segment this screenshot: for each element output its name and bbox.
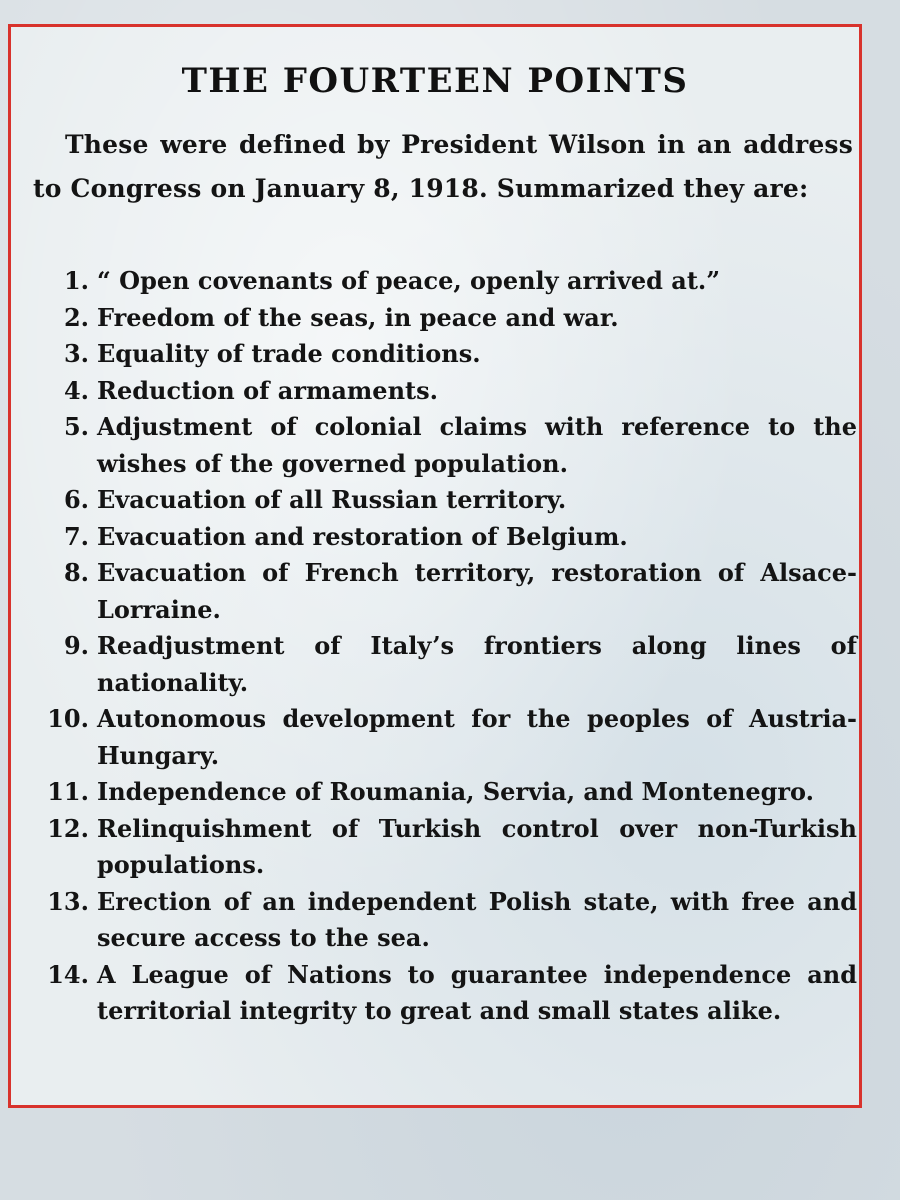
point-item-11 (31, 774, 857, 811)
point-number: 10. (47, 704, 89, 733)
point-number: 14. (47, 959, 89, 989)
point-item-8 (31, 555, 857, 628)
point-text: Relinquishment of Turkish control over non-Turkish populations. (97, 813, 857, 879)
point-text: Erection of an independent Polish state, with free and secure access to the sea. (97, 886, 857, 952)
point-text: Reduction of armaments. (97, 375, 438, 405)
intro-paragraph: These were defined by President Wilson in an address to Congress on January 8, 1918. Summarized they are: (33, 130, 853, 203)
point-item-2 (31, 300, 857, 337)
point-number: 1. (63, 266, 89, 295)
point-number: 9. (63, 631, 89, 660)
point-number: 12. (47, 813, 89, 843)
point-text: Evacuation of French territory, restoration of Alsace-Lorraine. (97, 558, 857, 624)
point-text: Evacuation of all Russian territory. (97, 485, 567, 514)
point-item-12 (31, 811, 857, 884)
point-number: 7. (63, 521, 89, 551)
point-text: Independence of Roumania, Servia, and Montenegro. (97, 777, 814, 806)
point-number: 6. (63, 485, 89, 514)
document-frame (8, 24, 862, 1108)
point-item-5 (31, 409, 857, 482)
point-item-4 (31, 373, 857, 410)
point-text: Adjustment of colonial claims with reference to the wishes of the governed population. (97, 412, 857, 478)
point-text: Evacuation and restoration of Belgium. (97, 521, 628, 551)
point-item-14 (31, 957, 857, 1030)
point-number: 4. (63, 375, 89, 405)
point-text: Autonomous development for the peoples of Austria-Hungary. (97, 704, 857, 770)
point-item-7 (31, 519, 857, 556)
point-item-6 (31, 482, 857, 519)
point-number: 3. (63, 339, 89, 368)
point-number: 2. (63, 302, 89, 332)
point-text: Readjustment of Italy’s frontiers along lines of nationality. (97, 631, 857, 697)
point-text: “ Open covenants of peace, openly arrived at.” (97, 266, 721, 295)
point-number: 5. (63, 412, 89, 441)
document-title: THE FOURTEEN POINTS (181, 61, 689, 101)
point-item-10 (31, 701, 857, 774)
point-text: A League of Nations to guarantee independence and territorial integrity to great and small states alike. (97, 959, 857, 1025)
point-item-3 (31, 336, 857, 373)
point-text: Equality of trade conditions. (97, 339, 481, 368)
point-item-9 (31, 628, 857, 701)
point-number: 11. (47, 777, 89, 806)
point-text: Freedom of the seas, in peace and war. (97, 302, 619, 332)
point-item-13 (31, 884, 857, 957)
point-item-1 (31, 263, 857, 300)
point-number: 8. (63, 558, 89, 587)
point-number: 13. (47, 886, 89, 916)
points-list (31, 263, 857, 1030)
